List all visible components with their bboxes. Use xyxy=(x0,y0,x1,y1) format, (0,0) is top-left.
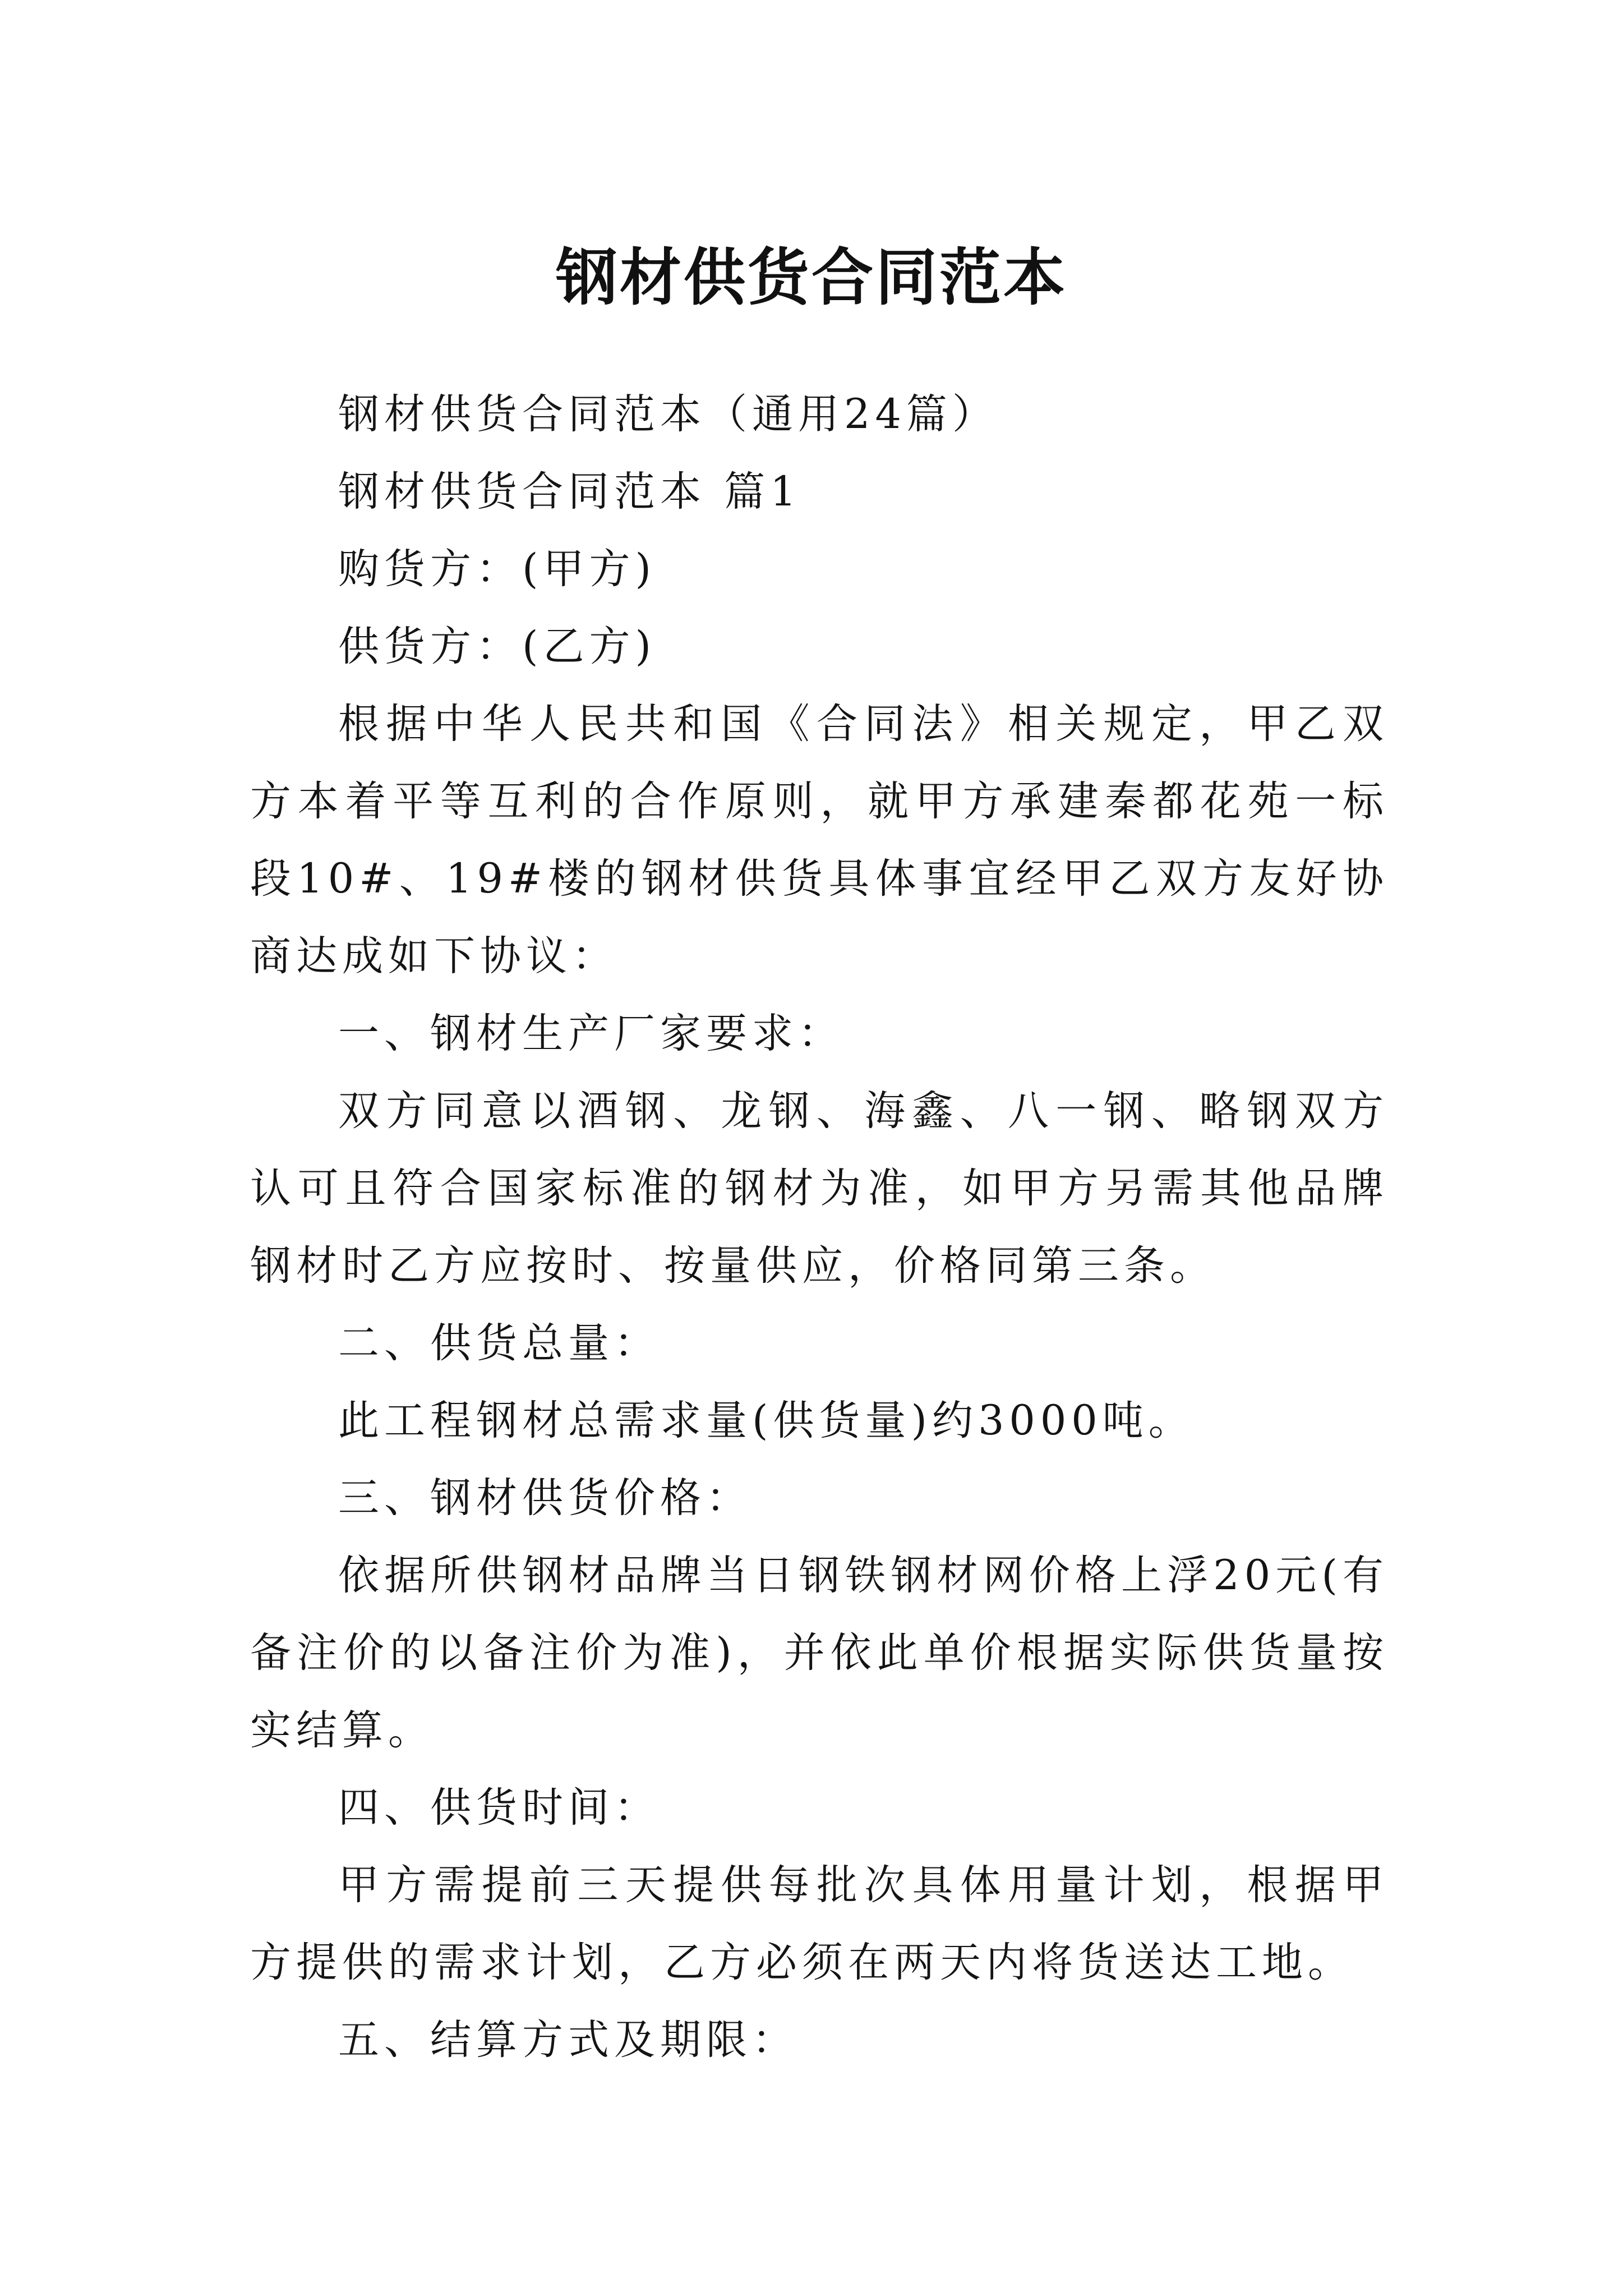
section-heading: 五、结算方式及期限： xyxy=(338,2016,798,2064)
section-heading: 一、钢材生产厂家要求： xyxy=(338,1010,844,1057)
document-title: 钢材供货合同范本 xyxy=(556,241,1067,314)
paragraph: 根据中华人民共和国《合同法》相关规定，甲乙双方本着平等互利的合作原则，就甲方承建秦都花苑一标段10#、19#楼的钢材供货具体事宜经甲乙双方友好协商达成如下协议： xyxy=(250,700,1389,980)
section-heading: 二、供货总量： xyxy=(338,1319,660,1367)
paragraph: 双方同意以酒钢、龙钢、海鑫、八一钢、略钢双方认可且符合国家标准的钢材为准，如甲方另需其他品牌钢材时乙方应按时、按量供应，价格同第三条。 xyxy=(250,1087,1389,1290)
paragraph: 依据所供钢材品牌当日钢铁钢材网价格上浮20元(有备注价的以备注价为准)，并依此单价根据实际供货量按实结算。 xyxy=(250,1552,1389,1754)
paragraph: 购货方：(甲方) xyxy=(338,545,656,593)
paragraph: 此工程钢材总需求量(供货量)约3000吨。 xyxy=(338,1397,1195,1444)
section-heading: 三、钢材供货价格： xyxy=(338,1474,752,1522)
paragraph: 供货方：(乙方) xyxy=(338,623,656,670)
paragraph: 甲方需提前三天提供每批次具体用量计划，根据甲方提供的需求计划，乙方必须在两天内将货送达工地。 xyxy=(250,1861,1389,1986)
paragraph: 钢材供货合同范本 篇1 xyxy=(338,468,801,516)
document-body xyxy=(250,376,1389,2079)
paragraph: 钢材供货合同范本（通用24篇） xyxy=(338,390,998,438)
section-heading: 四、供货时间： xyxy=(338,1784,660,1832)
